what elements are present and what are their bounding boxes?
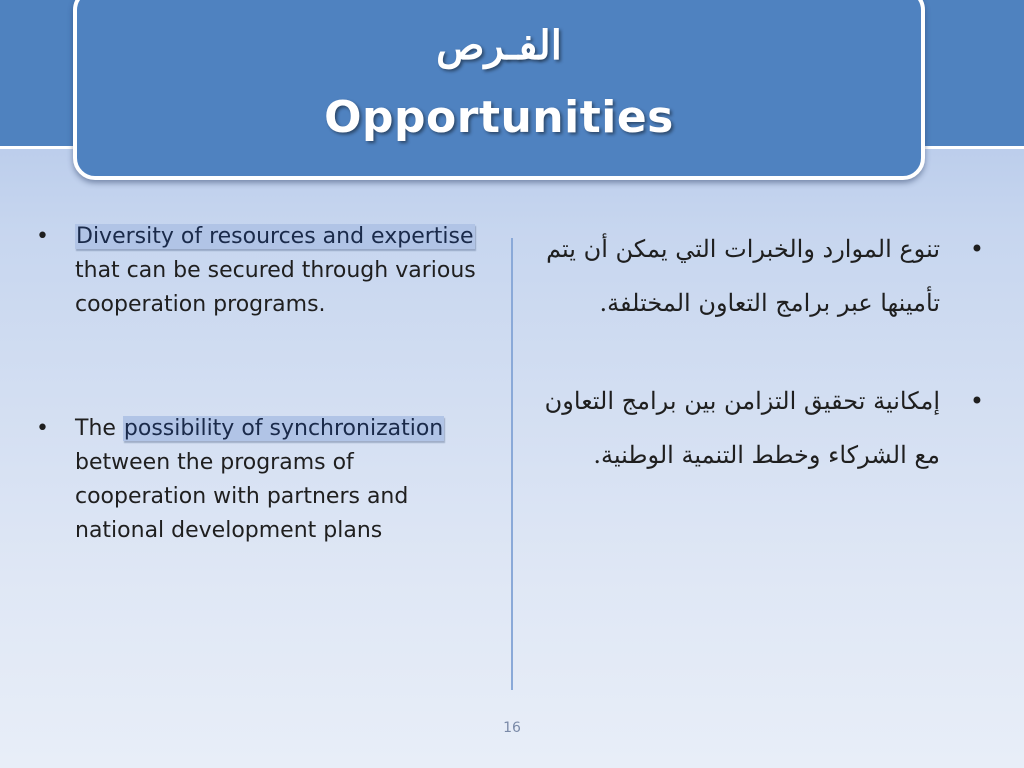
- item-text: التي يمكن أن يتم تأمينها عبر برامج التعاون المختلفة.: [546, 235, 940, 317]
- slide-title-arabic: الفـرص: [436, 22, 562, 69]
- bullet-icon: •: [969, 235, 984, 263]
- item-lead-text: إمكانية: [865, 387, 940, 415]
- left-column-english: [30, 220, 485, 548]
- list-item: [30, 412, 485, 548]
- list-item: [30, 220, 485, 322]
- bullet-icon: •: [36, 416, 49, 441]
- bullet-list-english: [30, 220, 485, 548]
- list-item: [535, 222, 990, 330]
- highlighted-phrase: Diversity of resources and expertise: [76, 224, 474, 249]
- highlighted-phrase: تنوع الموارد والخبرات: [724, 235, 940, 263]
- item-text: that can be secured through various cooperation programs.: [75, 258, 476, 317]
- title-box: [73, 0, 925, 180]
- bullet-icon: •: [969, 387, 984, 415]
- highlighted-phrase: possibility of synchronization: [123, 416, 444, 441]
- page-number: 16: [503, 720, 521, 736]
- highlighted-phrase: تحقيق التزامن: [724, 387, 866, 415]
- list-item: [535, 374, 990, 482]
- item-text: between the programs of cooperation with partners and national development plans: [75, 450, 409, 543]
- slide-title-english: Opportunities: [324, 92, 674, 143]
- item-text: بين برامج التعاون مع الشركاء وخطط التنمية الوطنية.: [544, 387, 940, 469]
- bullet-list-arabic: [535, 222, 990, 482]
- right-column-arabic: [535, 222, 990, 482]
- bullet-icon: •: [36, 224, 49, 249]
- item-lead-text: The: [75, 416, 123, 441]
- column-divider: [511, 238, 513, 690]
